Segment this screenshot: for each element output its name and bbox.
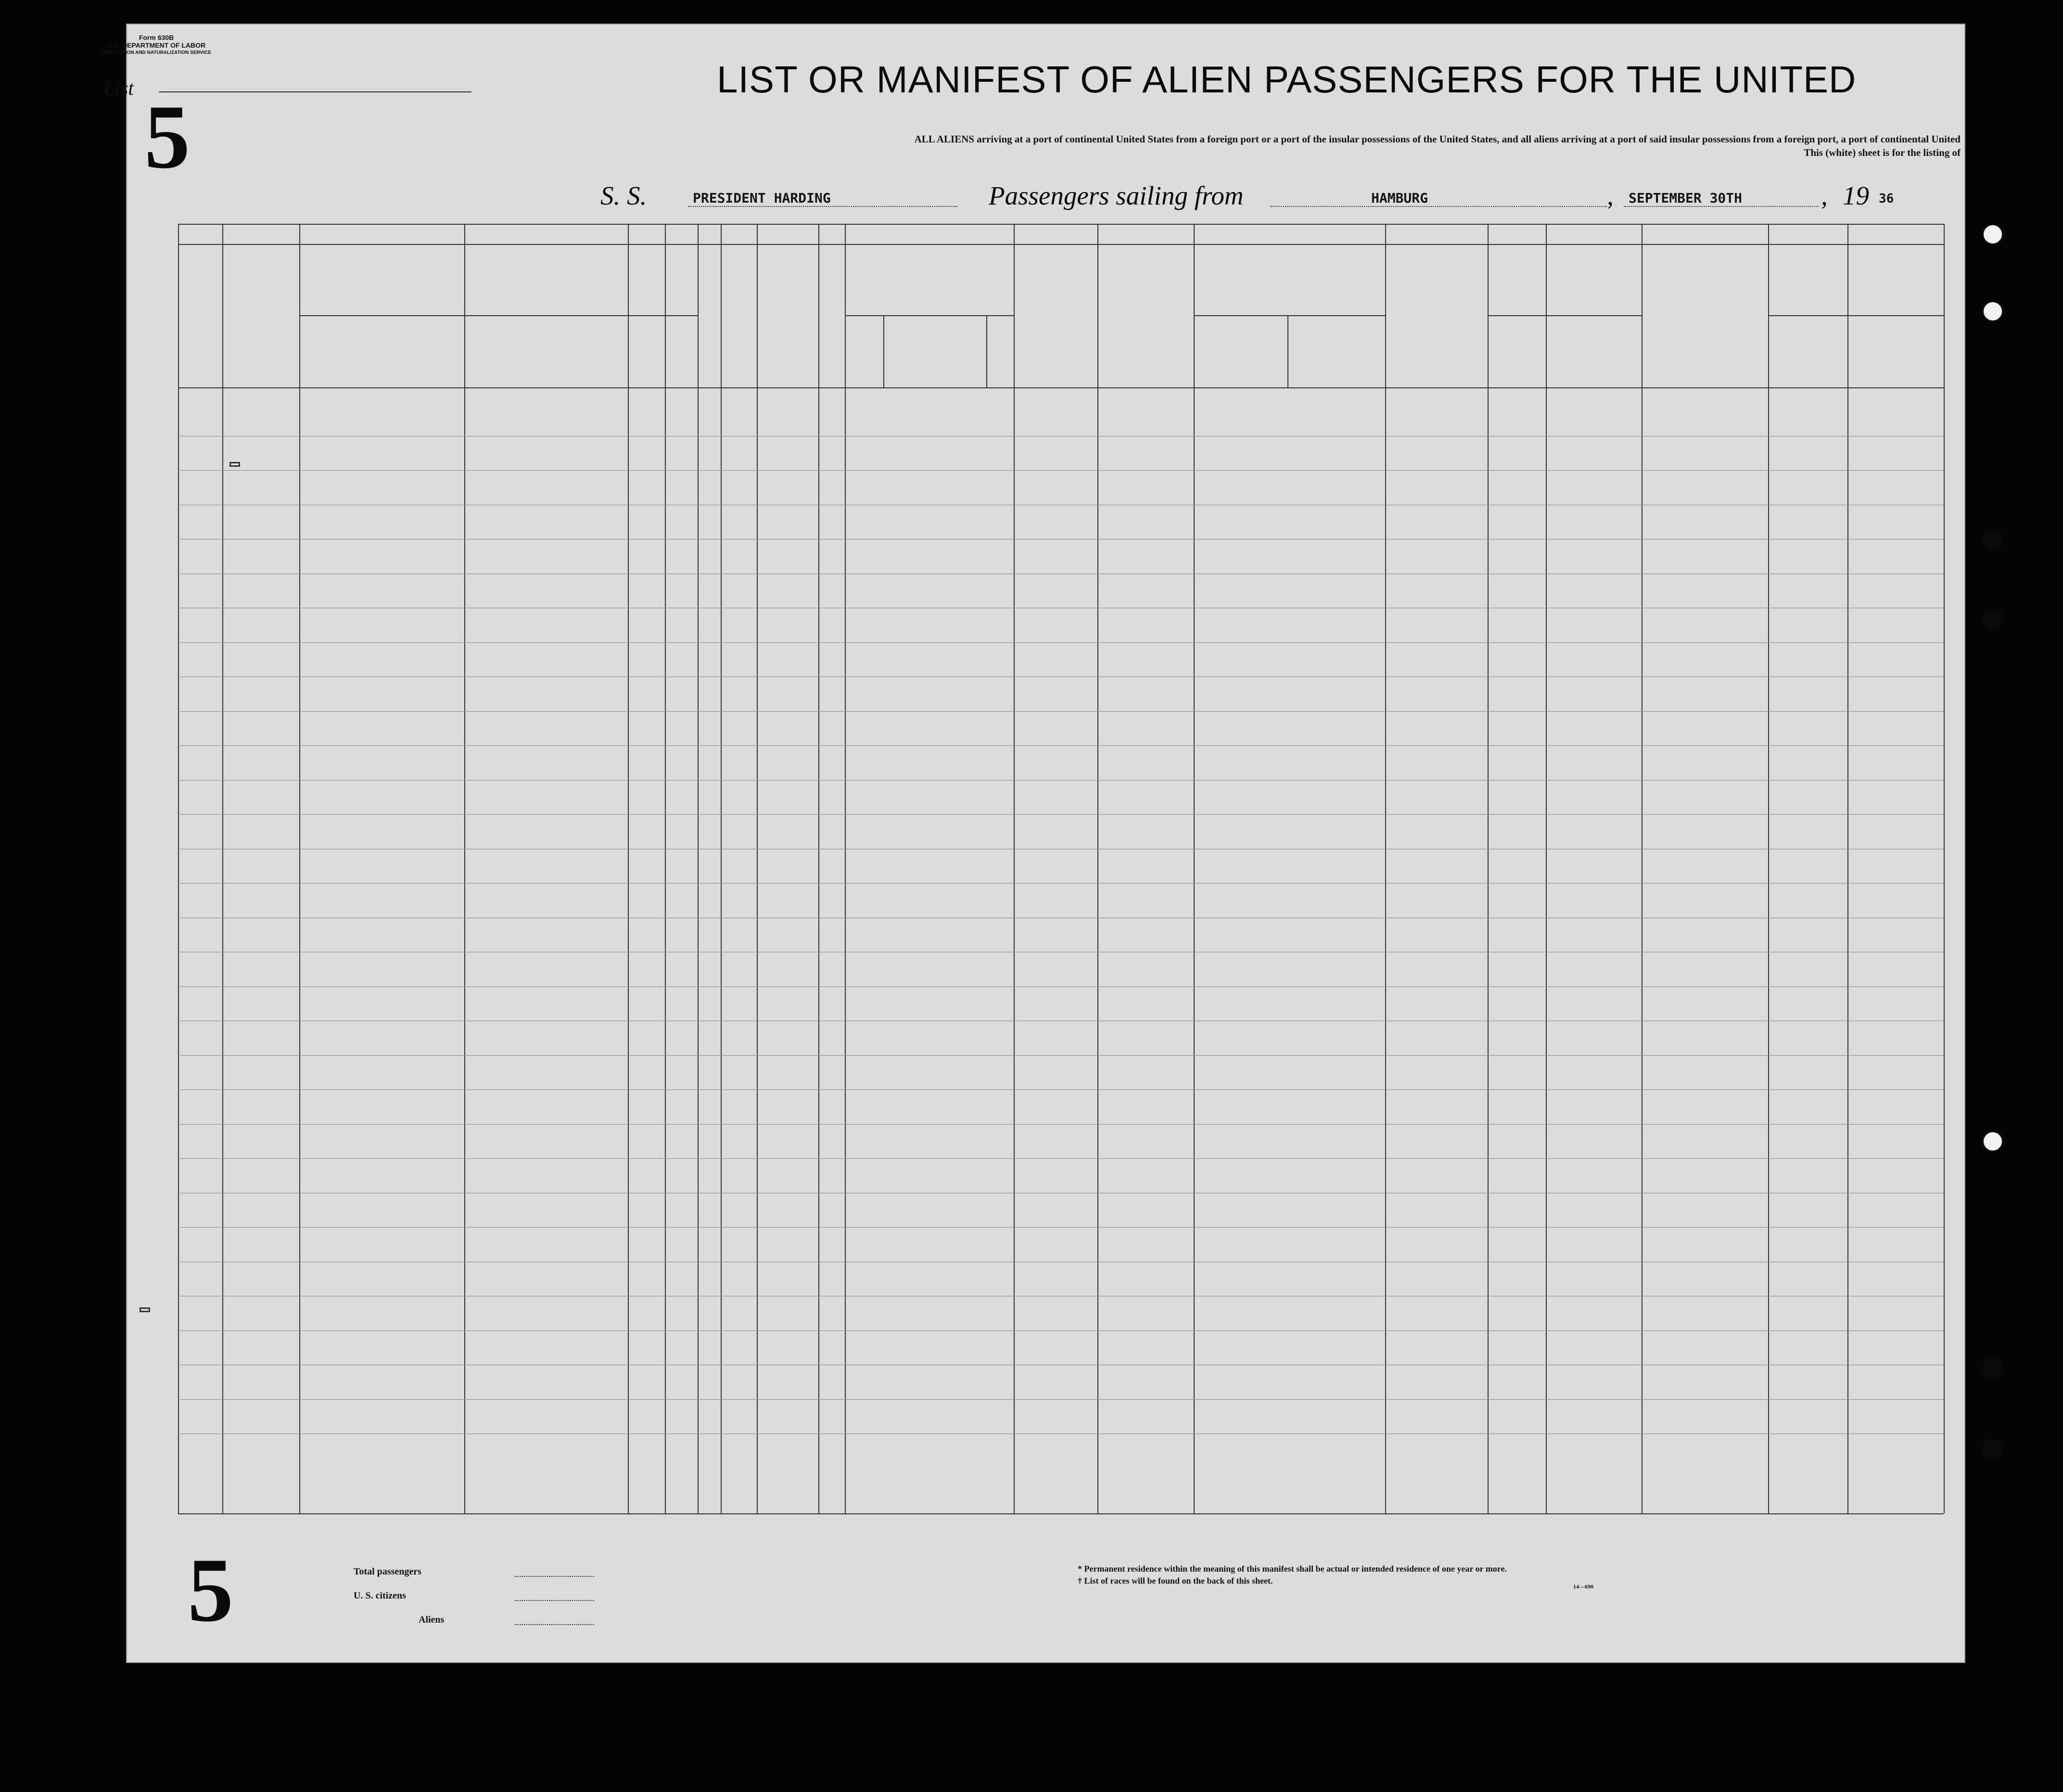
punch-hole bbox=[1982, 609, 2003, 630]
sailing-date: SEPTEMBER 30TH bbox=[1629, 190, 1743, 206]
port-name: HAMBURG bbox=[1371, 190, 1428, 206]
age-sub-rule bbox=[628, 315, 698, 316]
column-rule bbox=[1944, 224, 1945, 1513]
manifest-table bbox=[178, 224, 1958, 1513]
column-rule bbox=[1385, 224, 1386, 1513]
residence-footnote: * Permanent residence within the meaning of this manifest shall be actual or intended residence of one year or more. bbox=[1078, 1564, 1507, 1574]
header-top-rule bbox=[178, 224, 1944, 225]
column-rule bbox=[1768, 224, 1769, 1513]
ss-label: S. S. bbox=[600, 181, 647, 210]
name-sub-rule bbox=[299, 315, 628, 316]
ship-name-line bbox=[688, 206, 957, 207]
list-underline bbox=[159, 91, 471, 92]
year-suffix: 36 bbox=[1879, 192, 1894, 206]
comma-sep-2: , bbox=[1821, 181, 1828, 210]
column-rule bbox=[1097, 224, 1098, 1513]
sub-rule bbox=[883, 315, 884, 387]
row-rule bbox=[178, 1158, 1944, 1159]
under-16-stamp bbox=[230, 977, 238, 979]
row-rule bbox=[178, 1089, 1944, 1090]
column-rule bbox=[1546, 224, 1547, 1513]
sub-rule bbox=[986, 315, 987, 387]
list-label: List bbox=[103, 77, 134, 100]
row-rule bbox=[178, 1124, 1944, 1125]
row-rule bbox=[178, 780, 1944, 781]
row-rule bbox=[178, 986, 1944, 987]
form-identifier bbox=[94, 34, 219, 57]
row-rule bbox=[178, 1055, 1944, 1056]
year-prefix: 19 bbox=[1843, 181, 1869, 210]
total-passengers-line bbox=[515, 1576, 594, 1577]
form-number: Form 630B bbox=[139, 34, 174, 41]
sailing-label: Passengers sailing from bbox=[989, 181, 1244, 210]
column-rule bbox=[1194, 224, 1195, 1513]
column-rule bbox=[222, 224, 223, 1513]
under-16-stamp bbox=[222, 604, 230, 606]
column-rule bbox=[464, 224, 465, 1513]
us-citizens-label: U. S. citizens bbox=[354, 1590, 406, 1601]
comma-sep: , bbox=[1607, 181, 1614, 210]
column-rule bbox=[818, 224, 819, 1513]
column-rule bbox=[1488, 224, 1489, 1513]
instruction-line-1: ALL ALIENS arriving at a port of continental United States from a foreign port or a port of the insular possessions of the United States, and all aliens arriving at a port of said insular possessions from a foreign port, a port of continental United bbox=[914, 133, 1961, 145]
instructions bbox=[493, 132, 1961, 159]
date-line bbox=[1624, 206, 1819, 207]
sub-rule bbox=[665, 315, 666, 387]
punch-hole bbox=[1982, 301, 2003, 322]
aliens-line bbox=[515, 1624, 594, 1625]
service-name: IMMIGRATION AND NATURALIZATION SERVICE bbox=[102, 50, 211, 55]
column-rule bbox=[665, 224, 666, 1513]
punch-hole bbox=[1982, 529, 2003, 550]
punch-hole bbox=[1982, 224, 2003, 245]
punch-hole bbox=[1982, 1131, 2003, 1152]
page-title: LIST OR MANIFEST OF ALIEN PASSENGERS FOR THE UNITED bbox=[717, 58, 1857, 101]
able-sub-rule bbox=[845, 315, 1014, 316]
total-passengers-label: Total passengers bbox=[354, 1566, 421, 1577]
footer-list-number: 5 bbox=[188, 1540, 233, 1641]
birth-sub-rule bbox=[1194, 315, 1385, 316]
column-rule bbox=[1642, 224, 1643, 1513]
department-name: U.S. DEPARTMENT OF LABOR bbox=[107, 41, 206, 49]
sub-rule bbox=[1287, 315, 1288, 387]
aliens-label: Aliens bbox=[419, 1614, 445, 1625]
row-rule bbox=[178, 642, 1944, 643]
form-code: 14—690 bbox=[1573, 1583, 1593, 1590]
race-footnote: † List of races will be found on the back of this sheet. bbox=[1078, 1576, 1273, 1586]
port-line bbox=[1270, 206, 1607, 207]
under-16-stamp bbox=[222, 1234, 230, 1236]
row-rule bbox=[178, 1227, 1944, 1228]
column-rule bbox=[1014, 224, 1015, 1513]
column-rule bbox=[299, 224, 300, 1513]
us-citizens-line bbox=[515, 1600, 594, 1601]
column-rule bbox=[178, 224, 179, 1513]
under-16-stamp bbox=[222, 1269, 230, 1271]
issued-sub-rule bbox=[1488, 315, 1642, 316]
column-rule bbox=[698, 224, 699, 1513]
row-rule bbox=[178, 470, 1944, 471]
column-rule bbox=[721, 224, 722, 1513]
punch-hole bbox=[1982, 1357, 2003, 1378]
column-rule bbox=[845, 224, 846, 1513]
colnum-rule bbox=[178, 244, 1944, 245]
admitted-stamp bbox=[140, 1307, 150, 1312]
ship-name: PRESIDENT HARDING bbox=[693, 190, 831, 206]
us-citizen-stamp bbox=[229, 462, 240, 467]
column-rule bbox=[757, 224, 758, 1513]
table-bottom-rule bbox=[178, 1513, 1944, 1514]
row-rule bbox=[178, 711, 1944, 712]
column-rule bbox=[628, 224, 629, 1513]
row-rule bbox=[178, 1399, 1944, 1400]
punch-hole bbox=[1982, 1439, 2003, 1460]
header-bottom-rule bbox=[178, 387, 1944, 388]
sub-rule bbox=[1847, 315, 1848, 387]
res-sub-rule bbox=[1768, 315, 1944, 316]
column-rule bbox=[1847, 224, 1848, 1513]
row-rule bbox=[178, 745, 1944, 746]
row-rule bbox=[178, 814, 1944, 815]
instruction-line-2: This (white) sheet is for the listing of bbox=[1804, 147, 1961, 158]
list-number: 5 bbox=[144, 87, 190, 188]
